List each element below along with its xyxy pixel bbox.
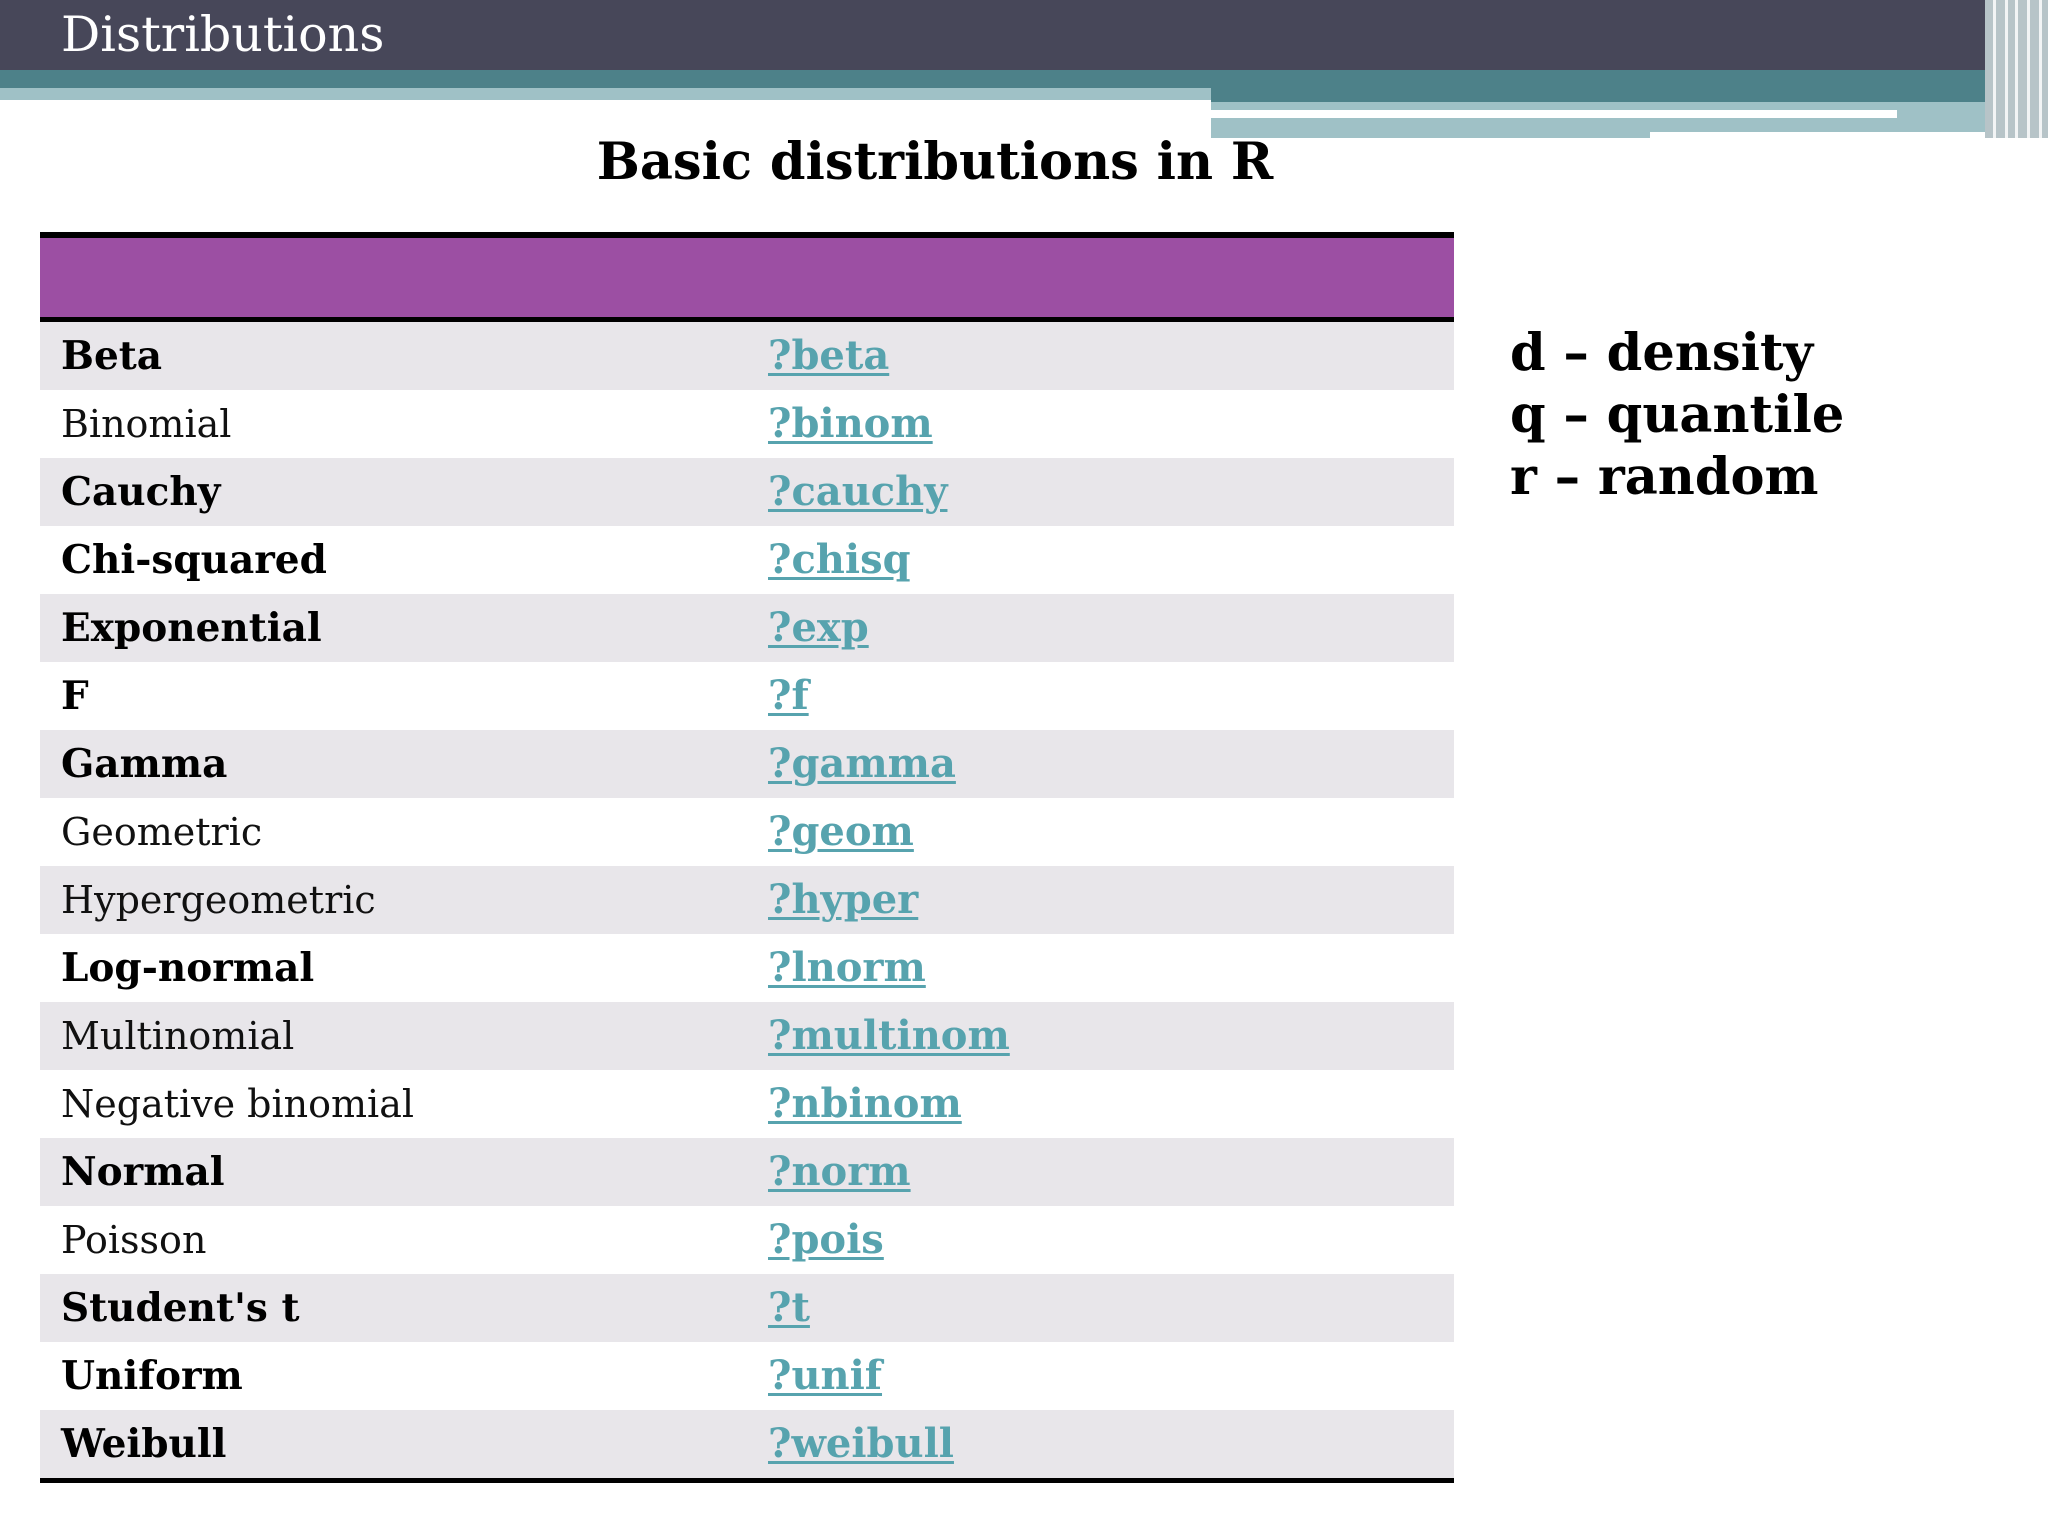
table-row <box>40 1206 1454 1274</box>
table-row <box>40 934 1454 1002</box>
help-link[interactable]: ?lnorm <box>768 944 926 991</box>
distribution-name: Uniform <box>61 1353 243 1399</box>
decor-edge-stripes <box>1985 0 2048 138</box>
slide-title: Basic distributions in R <box>596 132 1274 192</box>
distribution-name: Cauchy <box>61 469 221 515</box>
table-row <box>40 798 1454 866</box>
table-body <box>40 322 1454 1478</box>
distribution-name: Gamma <box>61 741 228 787</box>
note-density: d – density <box>1510 323 1814 383</box>
help-link[interactable]: ?multinom <box>768 1012 1010 1059</box>
distributions-table <box>40 232 1454 1483</box>
distribution-name: F <box>61 673 89 719</box>
help-link[interactable]: ?unif <box>768 1352 883 1399</box>
distribution-name: Hypergeometric <box>61 878 376 922</box>
help-link[interactable]: ?pois <box>768 1216 884 1263</box>
help-link[interactable]: ?nbinom <box>768 1080 962 1127</box>
distribution-name: Chi-squared <box>61 537 327 583</box>
note-random: r – random <box>1510 447 1819 507</box>
help-link[interactable]: ?beta <box>768 332 890 379</box>
slide-header-title: Distributions <box>61 6 385 63</box>
help-link[interactable]: ?chisq <box>768 536 911 583</box>
table-row <box>40 1002 1454 1070</box>
decor-stripe <box>1993 0 1996 138</box>
help-link[interactable]: ?gamma <box>768 740 956 787</box>
table-row <box>40 1138 1454 1206</box>
distribution-name: Beta <box>61 333 163 379</box>
distribution-name: Negative binomial <box>61 1082 415 1126</box>
table-row <box>40 458 1454 526</box>
table-row <box>40 662 1454 730</box>
decor-stripe <box>2027 0 2030 138</box>
help-link[interactable]: ?hyper <box>768 876 919 923</box>
decor-band-light-left <box>0 88 1211 100</box>
decor-stripe <box>2039 0 2042 138</box>
distribution-name: Student's t <box>61 1285 300 1331</box>
distribution-name: Normal <box>61 1149 225 1195</box>
function-prefix-notes <box>1510 322 1844 508</box>
help-link[interactable]: ?norm <box>768 1148 911 1195</box>
table-row <box>40 322 1454 390</box>
distribution-name: Exponential <box>61 605 322 651</box>
table-row <box>40 1070 1454 1138</box>
table-header-row <box>40 238 1454 322</box>
header-bar <box>0 0 2048 70</box>
help-link[interactable]: ?cauchy <box>768 468 948 515</box>
distribution-name: Log-normal <box>61 945 315 991</box>
note-quantile: q – quantile <box>1510 385 1845 445</box>
table-row <box>40 730 1454 798</box>
table-row <box>40 1410 1454 1478</box>
distribution-name: Binomial <box>61 402 232 446</box>
decor-stripe <box>2015 0 2018 138</box>
distribution-name: Geometric <box>61 810 263 854</box>
table-row <box>40 866 1454 934</box>
distribution-name: Poisson <box>61 1218 207 1262</box>
table-row <box>40 1342 1454 1410</box>
distribution-name: Multinomial <box>61 1014 295 1058</box>
decor-band-dark-right <box>1211 70 2007 102</box>
help-link[interactable]: ?f <box>768 672 809 719</box>
decor-band-dark-left <box>0 70 1211 88</box>
help-link[interactable]: ?exp <box>768 604 869 651</box>
decor-stripe <box>2005 0 2008 138</box>
decor-thin-line <box>1211 110 1897 118</box>
table-row <box>40 1274 1454 1342</box>
help-link[interactable]: ?binom <box>768 400 933 447</box>
table-row <box>40 526 1454 594</box>
table-row <box>40 594 1454 662</box>
distribution-name: Weibull <box>61 1421 227 1467</box>
help-link[interactable]: ?weibull <box>768 1420 954 1467</box>
table-row <box>40 390 1454 458</box>
help-link[interactable]: ?geom <box>768 808 914 855</box>
help-link[interactable]: ?t <box>768 1284 810 1331</box>
